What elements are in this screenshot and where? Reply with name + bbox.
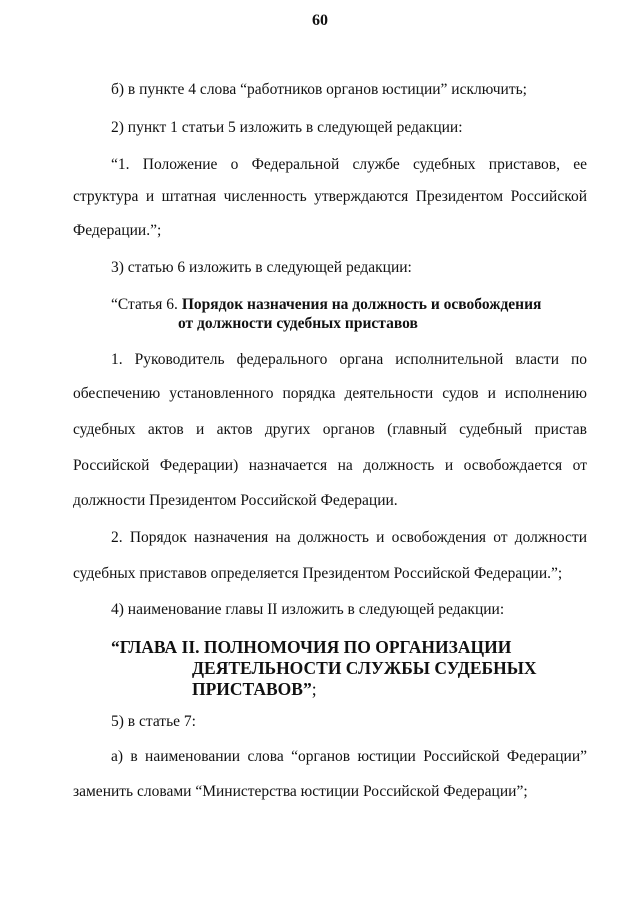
article-part-1-line-4: Российской Федерации) назначается на должность и освобождается от [73, 457, 587, 474]
paragraph-item-a-line-1: а) в наименовании слова “органов юстиции Российской Федерации” [111, 748, 587, 765]
article-title: Порядок назначения на должность и освобождения [181, 296, 542, 313]
chapter-heading-punctuation: ; [311, 679, 317, 699]
paragraph-item-3: 3) статью 6 изложить в следующей редакции: [111, 259, 412, 276]
quoted-clause-line-1: “1. Положение о Федеральной службе судебных приставов, ее [111, 156, 587, 173]
paragraph-item-a-line-2: заменить словами “Министерства юстиции Российской Федерации”; [73, 783, 528, 800]
paragraph-item-b: б) в пункте 4 слова “работников органов юстиции” исключить; [111, 81, 527, 98]
article-part-1-line-1: 1. Руководитель федерального органа исполнительной власти по [111, 351, 587, 368]
paragraph-item-2: 2) пункт 1 статьи 5 изложить в следующей редакции: [111, 119, 463, 136]
chapter-heading-line-1: “ГЛАВА II. ПОЛНОМОЧИЯ ПО ОРГАНИЗАЦИИ [111, 637, 512, 657]
article-part-2-line-2: судебных приставов определяется Президентом Российской Федерации.”; [73, 565, 563, 582]
paragraph-item-4: 4) наименование главы II изложить в следующей редакции: [111, 601, 505, 618]
article-part-2-line-1: 2. Порядок назначения на должность и освобождения от должности [111, 529, 587, 546]
article-part-1-line-2: обеспечению установленного порядка деятельности судов и исполнению [73, 385, 587, 402]
quoted-clause-line-2: структура и штатная численность утверждаются Президентом Российской [73, 188, 587, 205]
quoted-clause-line-3: Федерации.”; [73, 222, 162, 239]
article-heading-line-2: от должности судебных приставов [178, 315, 418, 332]
paragraph-item-5: 5) в статье 7: [111, 713, 196, 730]
chapter-heading-line-2: ДЕЯТЕЛЬНОСТИ СЛУЖБЫ СУДЕБНЫХ [192, 658, 537, 678]
article-prefix: “Статья 6. [111, 296, 178, 313]
page-number: 60 [312, 12, 328, 29]
article-heading-line-1 [111, 295, 541, 315]
article-part-1-line-5: должности Президентом Российской Федерации. [73, 492, 398, 509]
article-part-1-line-3: судебных актов и актов других органов (главный судебный пристав [73, 421, 587, 438]
chapter-heading-text: ПРИСТАВОВ” [192, 679, 312, 699]
chapter-heading-line-3 [192, 678, 317, 700]
